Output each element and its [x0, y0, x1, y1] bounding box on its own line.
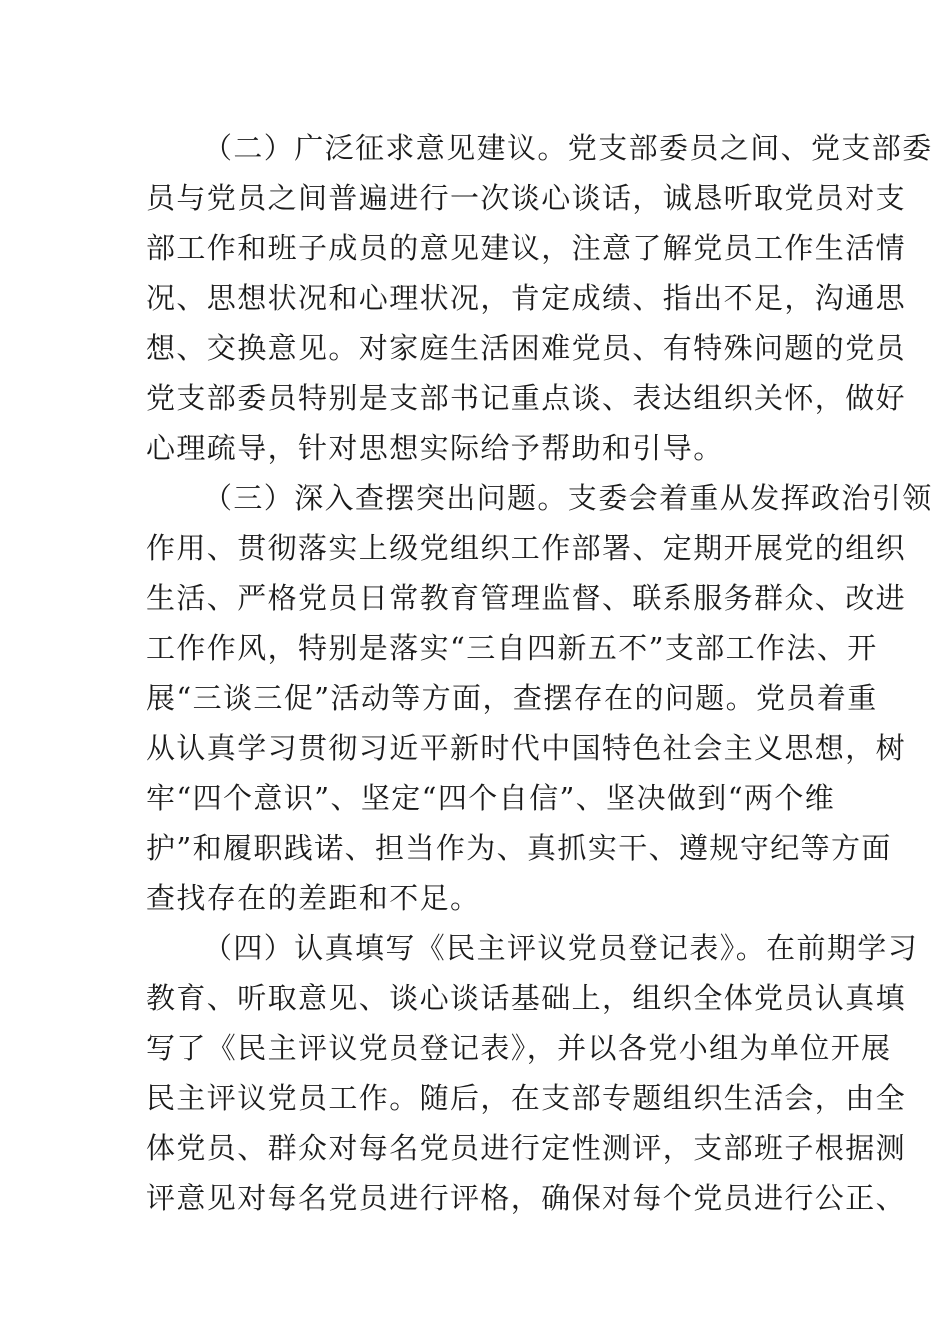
text-line: 民主评议党员工作。随后，在支部专题组织生活会，由全 — [146, 1081, 907, 1115]
text-line: 体党员、群众对每名党员进行定性测评，支部班子根据测 — [146, 1131, 907, 1165]
text-line: 工作作风，特别是落实“三自四新五不”支部工作法、开 — [146, 631, 878, 665]
text-line: （二）广泛征求意见建议。党支部委员之间、党支部委 — [203, 131, 933, 165]
text-line: （四）认真填写《民主评议党员登记表》。在前期学习 — [203, 931, 919, 965]
text-line: （三）深入查摆突出问题。支委会着重从发挥政治引领 — [203, 481, 933, 515]
text-line: 评意见对每名党员进行评格，确保对每个党员进行公正、 — [146, 1181, 907, 1215]
text-line: 员与党员之间普遍进行一次谈心谈话，诚恳听取党员对支 — [146, 181, 907, 215]
text-line: 牢“四个意识”、坚定“四个自信”、坚决做到“两个维 — [146, 781, 836, 815]
text-line: 护”和履职践诺、担当作为、真抓实干、遵规守纪等方面 — [146, 831, 892, 865]
text-line: 展“三谈三促”活动等方面，查摆存在的问题。党员着重 — [146, 681, 878, 715]
text-line: 写了《民主评议党员登记表》，并以各党小组为单位开展 — [146, 1031, 892, 1065]
text-line: 从认真学习贯彻习近平新时代中国特色社会主义思想，树 — [146, 731, 907, 765]
text-line: 况、思想状况和心理状况，肯定成绩、指出不足，沟通思 — [146, 281, 907, 315]
text-line: 教育、听取意见、谈心谈话基础上，组织全体党员认真填 — [146, 981, 907, 1015]
text-line: 部工作和班子成员的意见建议，注意了解党员工作生活情 — [146, 231, 907, 265]
text-line: 查找存在的差距和不足。 — [146, 881, 481, 915]
text-line: 党支部委员特别是支部书记重点谈、表达组织关怀，做好 — [146, 381, 907, 415]
text-line: 生活、严格党员日常教育管理监督、联系服务群众、改进 — [146, 581, 907, 615]
text-line: 想、交换意见。对家庭生活困难党员、有特殊问题的党员 — [146, 331, 907, 365]
text-line: 心理疏导，针对思想实际给予帮助和引导。 — [146, 431, 724, 465]
text-line: 作用、贯彻落实上级党组织工作部署、定期开展党的组织 — [146, 531, 907, 565]
